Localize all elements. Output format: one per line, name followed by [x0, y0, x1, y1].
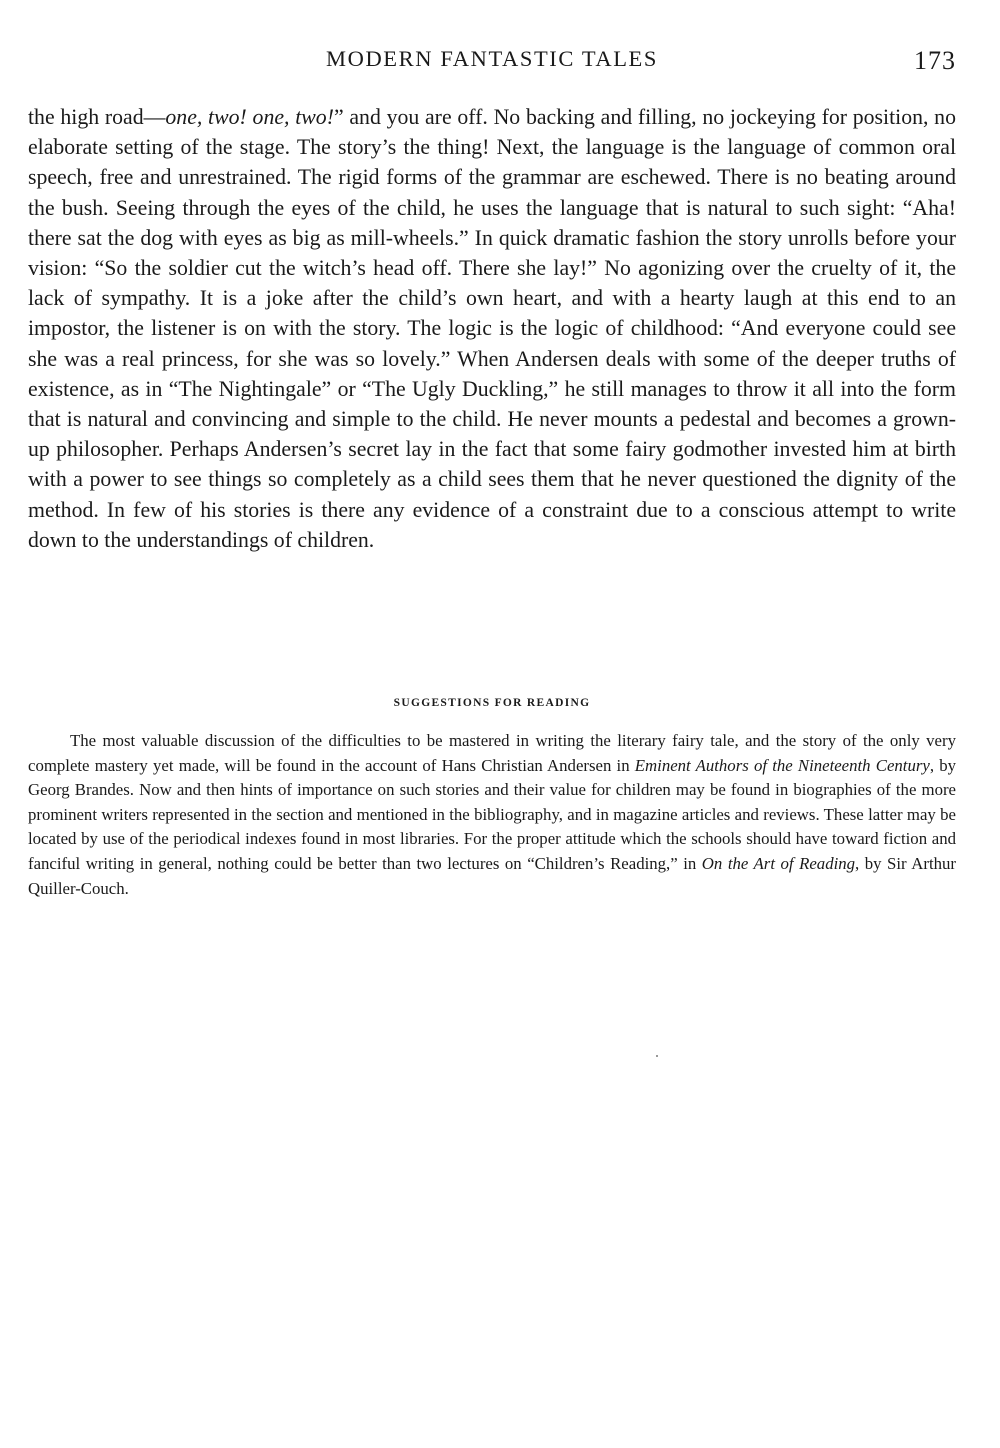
book-title-eminent-authors: Eminent Authors of the Nineteenth Century	[634, 755, 930, 775]
book-title-art-of-reading: On the Art of Reading	[701, 853, 856, 873]
running-head	[28, 44, 956, 78]
body-italic-phrase: one, two! one, two!	[165, 105, 334, 129]
print-speck	[656, 1055, 658, 1057]
body-paragraph	[28, 102, 956, 555]
body-text-rest: ” and you are off. No backing and filling, no jockeying for position, no elaborate setting of the stage. The story’s the thing! Next, the language is the language of common oral speech, free and unrestrained. The rigid forms of the grammar are eschewed. There is no beating around the bush. Seeing through the eyes of the child, he uses the language that is natural to such sight: “Aha! there sat the dog with eyes as big as mill-wheels.” In quick dramatic fashion the story unrolls before your vision: “So the soldier cut the witch’s head off. There she lay!” No agonizing over the cruelty of it, the lack of sympathy. It is a joke after the child’s own heart, and with a hearty laugh at this end to an impostor, the listener is on with the story. The logic is the logic of childhood: “And everyone could see she was a real princess, for she was so lovely.” When Andersen deals with some of the deeper truths of existence, as in “The Nightingale” or “The Ugly Duckling,” he still manages to throw it all into the form that is natural and convincing and simple to the child. He never mounts a pedestal and becomes a grown-up philosopher. Perhaps Andersen’s secret lay in the fact that some fairy godmother invested him at birth with a power to see things so completely as a child sees them that he never questioned the dignity of the method. In few of his stories is there any evidence of a constraint due to a conscious attempt to write down to the understandings of children.	[28, 105, 956, 552]
suggestions-paragraph	[28, 729, 956, 901]
suggestions-text-a: The most valuable discussion of the difficulties to be mastered in writing the literary fairy tale, and the story of the only very complete mastery yet made, will be found in the account of Hans Christian Andersen in	[28, 731, 956, 775]
section-heading: SUGGESTIONS FOR READING	[393, 697, 591, 709]
suggestions-text-b: , by Georg Brandes. Now and then hints of importance on such stories and their value for children may be found in biographies of the more prominent writers represented in the section and mentioned in the bibliography, and in magazine articles and reviews. These latter may be located by use of the periodical indexes found in most libraries. For the proper attitude which the schools should have toward fiction and fanciful writing in general, nothing could be better than two lectures on “Children’s Reading,” in	[28, 755, 957, 873]
suggestions-text-c: , by Sir Arthur Quiller-Couch.	[28, 853, 956, 898]
body-text-start: the high road—	[28, 105, 166, 129]
page-number: 173	[914, 46, 956, 75]
running-title: MODERN FANTASTIC TALES	[325, 46, 659, 71]
